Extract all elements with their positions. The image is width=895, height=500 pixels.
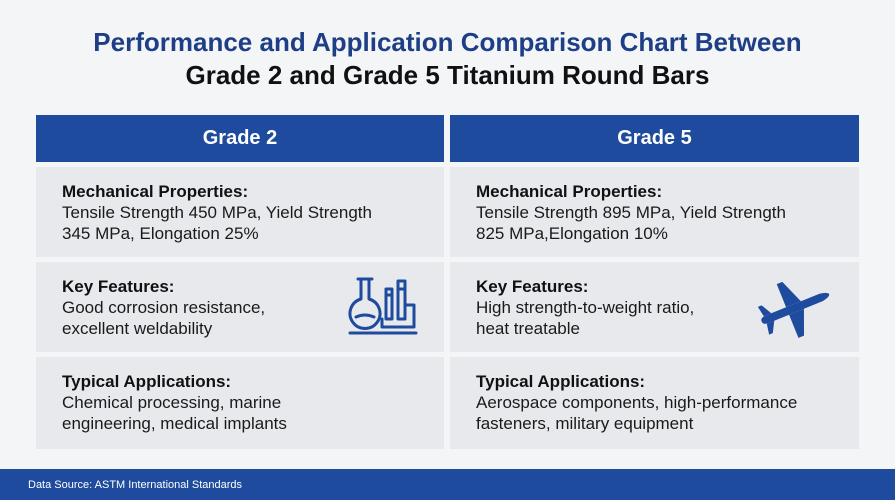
title-line-1: Performance and Application Comparison Chart Between (93, 27, 802, 57)
grade-5-header: Grade 5 (450, 115, 859, 162)
features-text-line-1: Good corrosion resistance, (62, 298, 266, 317)
airplane-icon (757, 277, 833, 339)
applications-text-line-2: fasteners, military equipment (476, 414, 694, 433)
applications-label: Typical Applications: (62, 372, 232, 391)
mechanical-label: Mechanical Properties: (62, 182, 249, 201)
features-text-line-2: heat treatable (476, 319, 580, 338)
applications-text-line-1: Aerospace components, high-performance (476, 393, 798, 412)
applications-label: Typical Applications: (476, 372, 646, 391)
chemical-plant-icon (348, 275, 418, 337)
grade-2-applications-cell (36, 357, 444, 449)
mechanical-text-line-2: 345 MPa, Elongation 25% (62, 224, 259, 243)
mechanical-text-line-1: Tensile Strength 895 MPa, Yield Strength (476, 203, 786, 222)
applications-text-line-2: engineering, medical implants (62, 414, 287, 433)
title-line-2: Grade 2 and Grade 5 Titanium Round Bars (185, 60, 710, 90)
features-label: Key Features: (62, 277, 175, 296)
grade-5-applications-cell (450, 357, 859, 449)
mechanical-text-line-1: Tensile Strength 450 MPa, Yield Strength (62, 203, 372, 222)
mechanical-text-line-2: 825 MPa,Elongation 10% (476, 224, 668, 243)
data-source-footer (0, 469, 895, 500)
grade-2-mechanical-cell (36, 167, 444, 257)
features-label: Key Features: (476, 277, 589, 296)
mechanical-label: Mechanical Properties: (476, 182, 663, 201)
grade-5-mechanical-cell (450, 167, 859, 257)
page-title (0, 26, 895, 92)
features-text-line-2: excellent weldability (62, 319, 213, 338)
footer-text: Data Source: ASTM International Standards (28, 478, 243, 491)
features-text-line-1: High strength-to-weight ratio, (476, 298, 695, 317)
applications-text-line-1: Chemical processing, marine (62, 393, 282, 412)
grade-2-header: Grade 2 (36, 115, 444, 162)
